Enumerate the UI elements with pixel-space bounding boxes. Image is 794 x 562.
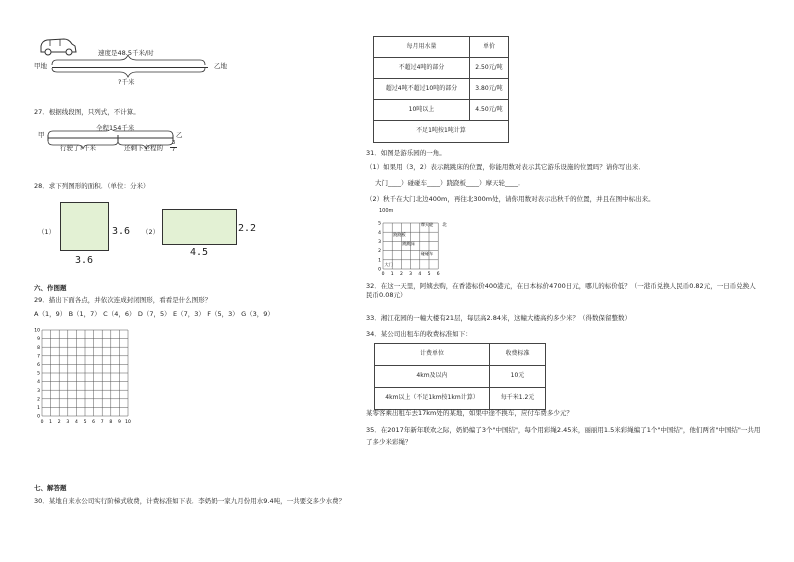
x-tick-label: 4 bbox=[74, 420, 78, 425]
map-x-tick: 3 bbox=[409, 272, 413, 276]
q35-text: 35．在2017年新年联欢之际，奶奶编了3个"中国结"，每个用彩绳2.45米，丽丽用1.5米彩绳编了1个"中国结"，他们两省"中国结"一共用了多少米彩绳？ bbox=[366, 426, 761, 447]
car-start-label: 甲地 bbox=[34, 62, 47, 70]
map-y-tick: 2 bbox=[378, 249, 381, 255]
map-y-tick: 1 bbox=[378, 258, 381, 264]
y-tick-label: 6 bbox=[37, 363, 40, 368]
x-tick-label: 1 bbox=[49, 420, 53, 425]
y-tick-label: 5 bbox=[37, 371, 40, 377]
water-table-row bbox=[374, 58, 509, 79]
q27-frac-den: 7 bbox=[171, 146, 176, 153]
fig1-label: （1） bbox=[38, 228, 56, 236]
taxi-row-unit: 4km以上（不足1km按1km计算） bbox=[375, 388, 490, 410]
water-row-price: 2.50元/吨 bbox=[470, 58, 509, 79]
q32-text: 32．在这一天里，阿姨去购，在香港标价400港元，在日本标价4700日元，哪儿的标价低？（一港币兑换人民币0.82元，一日币兑换人民币0.08元） bbox=[366, 282, 756, 299]
map-place-label: 跳跳床 bbox=[402, 241, 415, 247]
q27-total: 全程154千米 bbox=[96, 124, 135, 132]
q30-text: 30．某地自来水公司实行阶梯式收费，计费标准如下表．李奶奶一家九月份用水9.4吨，一共要交多少水费？ bbox=[34, 497, 346, 505]
point-b: B（1，7） bbox=[68, 310, 101, 318]
water-row-usage: 10吨以上 bbox=[374, 100, 470, 121]
q27-end: 乙 bbox=[176, 131, 183, 139]
map-x-tick: 5 bbox=[427, 272, 431, 276]
map-y-tick: 5 bbox=[378, 221, 381, 227]
coordinate-grid[interactable] bbox=[34, 326, 138, 426]
water-price-table bbox=[373, 36, 509, 143]
taxi-table-header bbox=[375, 344, 546, 366]
point-g: G（3，9） bbox=[241, 310, 274, 318]
section6-heading: 六、作图题 bbox=[34, 284, 67, 292]
map-unit: 100m bbox=[379, 208, 394, 214]
q27-part1: 行驶了?千米 bbox=[60, 144, 96, 152]
map-x-tick: 2 bbox=[399, 272, 403, 276]
map-place-label: 碰碰车 bbox=[420, 251, 434, 257]
fig2-side-bottom: 4.5 bbox=[190, 247, 209, 258]
y-tick-label: 8 bbox=[37, 345, 40, 351]
square-figure bbox=[60, 202, 109, 251]
water-header-usage: 每月用水量 bbox=[374, 37, 470, 58]
map-place-label: 跷跷板 bbox=[393, 231, 406, 237]
water-table-row bbox=[374, 100, 509, 121]
map-y-tick: 0 bbox=[378, 267, 381, 273]
water-row-usage: 不超过4吨的部分 bbox=[374, 58, 470, 79]
rectangle-figure bbox=[162, 209, 237, 245]
q27-fraction bbox=[170, 141, 177, 153]
q31-sub1: （1）如果用（3，2）表示跳跳床的位置，你能用数对表示其它游乐设施的位置吗？请你写出来． bbox=[366, 163, 645, 171]
taxi-fare-table bbox=[374, 343, 546, 410]
q31-text: 31．如图是游乐园的一角。 bbox=[366, 149, 446, 157]
x-tick-label: 3 bbox=[66, 420, 70, 425]
map-place-label: 摩天轮 bbox=[420, 221, 434, 227]
x-tick-label: 5 bbox=[83, 420, 87, 425]
point-c: C（4，6） bbox=[103, 310, 136, 318]
car-speed-label: 速度是48.5千米/时 bbox=[98, 49, 154, 57]
total-brace bbox=[50, 68, 210, 78]
x-tick-label: 7 bbox=[100, 420, 104, 425]
taxi-table-row bbox=[375, 366, 546, 388]
water-row-price: 4.50元/吨 bbox=[470, 100, 509, 121]
q28-text: 28．求下列图形的面积．（单位：分米） bbox=[34, 182, 150, 190]
y-tick-label: 2 bbox=[37, 397, 40, 403]
q34-text: 34．某公司出租车的收费标准如下： bbox=[366, 330, 472, 338]
point-a: A（1，9） bbox=[34, 310, 67, 318]
car-total-label: ?千米 bbox=[118, 78, 135, 86]
q31-sub1-answer-line[interactable]: 大门____）碰碰车____）跷跷板____）摩天轮____． bbox=[375, 179, 525, 187]
y-tick-label: 9 bbox=[37, 337, 40, 343]
section7-heading: 七、解答题 bbox=[34, 484, 67, 492]
y-tick-label: 7 bbox=[37, 354, 40, 360]
point-d: D（7，5） bbox=[137, 310, 171, 318]
speed-brace bbox=[50, 55, 210, 67]
y-tick-label: 10 bbox=[34, 328, 40, 334]
map-y-tick: 4 bbox=[378, 230, 381, 236]
q27-frac-num: 3 bbox=[171, 140, 176, 146]
car-end-label: 乙地 bbox=[214, 62, 227, 70]
taxi-header-rate: 收费标准 bbox=[490, 344, 546, 366]
fig2-side-right: 2.2 bbox=[238, 223, 257, 234]
map-place-label: 大门 bbox=[384, 262, 393, 268]
taxi-table-row bbox=[375, 388, 546, 410]
taxi-row-rate: 10元 bbox=[490, 366, 546, 388]
point-f: F（5，3） bbox=[207, 310, 239, 318]
y-tick-label: 3 bbox=[37, 388, 40, 394]
q27-start: 甲 bbox=[38, 131, 45, 139]
y-tick-label: 4 bbox=[37, 380, 40, 386]
taxi-row-rate: 每千米1.2元 bbox=[490, 388, 546, 410]
point-e: E（7，3） bbox=[172, 310, 205, 318]
x-tick-label: 8 bbox=[109, 420, 113, 425]
map-x-tick: 0 bbox=[381, 272, 385, 276]
north-label: 北 bbox=[442, 223, 447, 228]
fig1-side-bottom: 3.6 bbox=[75, 255, 94, 266]
x-tick-label: 10 bbox=[125, 420, 131, 425]
y-tick-label: 1 bbox=[37, 406, 40, 411]
x-tick-label: 2 bbox=[57, 420, 61, 425]
x-tick-label: 0 bbox=[40, 420, 44, 425]
water-row-price: 3.80元/吨 bbox=[470, 79, 509, 100]
q33-text: 33．湘江花园的一幢大楼有21层，每层高2.84米，这幢大楼高约多少米？（得数保留整数） bbox=[366, 314, 632, 322]
water-header-price: 单价 bbox=[470, 37, 509, 58]
water-table-header bbox=[374, 37, 509, 58]
map-x-tick: 6 bbox=[436, 272, 440, 276]
map-x-tick: 4 bbox=[418, 272, 422, 276]
taxi-row-unit: 4km及以内 bbox=[375, 366, 490, 388]
q27-text: 27．根据线段图，只列式，不计算。 bbox=[34, 108, 140, 116]
q31-sub2: （2）秋千在大门北边400m，再往北300m处，请你用数对表示出秋千的位置，并且在图中标出来。 bbox=[366, 195, 655, 203]
q29-text: 29．描出下面各点，并依次连成封闭图形，看看是什么图形？ bbox=[34, 296, 212, 304]
water-table-footer-row bbox=[374, 121, 509, 143]
fig1-side-right: 3.6 bbox=[112, 226, 131, 237]
water-table-footer: 不足1吨按1吨计算 bbox=[374, 121, 509, 143]
map-y-tick: 3 bbox=[378, 240, 381, 245]
water-table-row bbox=[374, 79, 509, 100]
q27-part2: 还剩下全程的 bbox=[124, 144, 163, 152]
x-tick-label: 6 bbox=[92, 420, 96, 425]
map-x-tick: 1 bbox=[390, 272, 394, 276]
q34-question: 某零客乘出租车去17km处的某地，如果中途不换车，应付车费多少元？ bbox=[366, 409, 573, 417]
fig2-label: （2） bbox=[142, 228, 160, 236]
x-tick-label: 9 bbox=[117, 420, 121, 425]
q29-points bbox=[34, 310, 274, 319]
water-row-usage: 超过4吨不超过10吨的部分 bbox=[374, 79, 470, 100]
park-map-grid[interactable] bbox=[373, 212, 463, 276]
taxi-header-unit: 计费单位 bbox=[375, 344, 490, 366]
y-tick-label: 0 bbox=[37, 414, 40, 420]
